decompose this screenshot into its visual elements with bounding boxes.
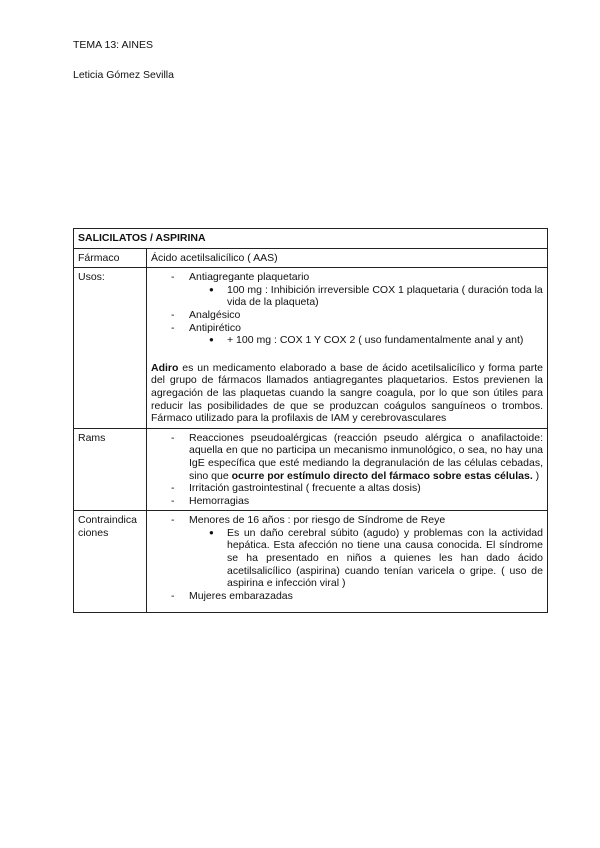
adiro-description: es un medicamento elaborado a base de ácido acetilsalicílico y forma parte del grupo de fármacos llamados antiagregantes plaquetarios. Estos previenen la agregación de las plaquetas cuando la sangre coagula, por lo que son útiles para reducir las posibilidades de que se produzcan coágulos sanguíneos o trombos. Fármaco utilizado para la profilaxis de IAM y cerebrovasculares xyxy=(151,361,543,425)
cell-rams xyxy=(147,428,548,511)
cell-usos xyxy=(147,268,548,429)
label-contraindicaciones xyxy=(74,511,147,613)
list-subitem xyxy=(151,284,543,309)
contra-item-embarazadas: Mujeres embarazadas xyxy=(189,589,293,602)
usos-subitem-cox: + 100 mg : COX 1 Y COX 2 ( uso fundamentalmente anal y ant) xyxy=(227,334,524,347)
contra-item-menores: Menores de 16 años : por riesgo de Síndrome de Reye xyxy=(189,514,446,527)
rams-item-pseudoalergicas: Reacciones pseudoalérgicas (reacción pseudo alérgica o anafilactoide: aquella en que no participa un mecanismo inmunológico, o sea, no hay una IgE específica que esté mediando la degranulación de las células cebadas, sino que xyxy=(189,431,543,482)
row-rams xyxy=(74,428,548,511)
usos-item-analgesico: Analgésico xyxy=(189,308,241,321)
drug-info-table xyxy=(73,228,548,613)
label-rams: Rams xyxy=(74,428,147,511)
usos-subitem-100mg: 100 mg : Inhibición irreversible COX 1 plaquetaria ( duración toda la vida de la plaqueta) xyxy=(227,283,543,309)
rams-item-hemorragias: Hemorragias xyxy=(189,494,250,507)
label-contraindicaciones-text: Contraindicaciones xyxy=(78,514,137,539)
list-item xyxy=(151,271,543,284)
rams-item-close: ) xyxy=(532,469,540,482)
label-usos: Usos: xyxy=(74,268,147,429)
adiro-term: Adiro xyxy=(151,361,179,374)
label-farmaco: Fármaco xyxy=(74,248,147,268)
list-item xyxy=(151,482,543,495)
list-item xyxy=(151,432,543,482)
table-title-row xyxy=(74,229,548,249)
page-header xyxy=(73,38,174,82)
row-usos xyxy=(74,268,548,429)
document-title: TEMA 13: AINES xyxy=(73,39,153,51)
cell-contraindicaciones xyxy=(147,511,548,613)
rams-item-irritacion: Irritación gastrointestinal ( frecuente a altas dosis) xyxy=(189,482,421,495)
list-item xyxy=(151,495,543,508)
table-title: SALICILATOS / ASPIRINA xyxy=(74,229,548,249)
row-farmaco xyxy=(74,248,548,268)
list-item xyxy=(151,590,543,603)
list-item xyxy=(151,514,543,527)
list-item xyxy=(151,322,543,335)
usos-item-antiagregante: Antiagregante plaquetario xyxy=(189,271,310,284)
row-contraindicaciones xyxy=(74,511,548,613)
rams-item-emphasis: ocurre por estímulo directo del fármaco sobre estas células. xyxy=(231,469,533,482)
contra-subitem-reye: Es un daño cerebral súbito (agudo) y problemas con la actividad hepática. Esta afección no tiene una causa conocida. El síndrome se ha presentado en niños a quienes les han dado ácido acetilsalicílico (aspirina) cuando tenían varicela o gripe. ( uso de aspirina e infección viral ) xyxy=(227,526,543,590)
adiro-paragraph xyxy=(151,362,543,425)
list-item xyxy=(151,309,543,322)
usos-item-antipiretico: Antipirético xyxy=(189,321,241,334)
document-author: Leticia Gómez Sevilla xyxy=(73,69,174,81)
value-farmaco: Ácido acetilsalicílico ( AAS) xyxy=(147,248,548,268)
list-subitem xyxy=(151,527,543,590)
list-subitem xyxy=(151,334,543,347)
